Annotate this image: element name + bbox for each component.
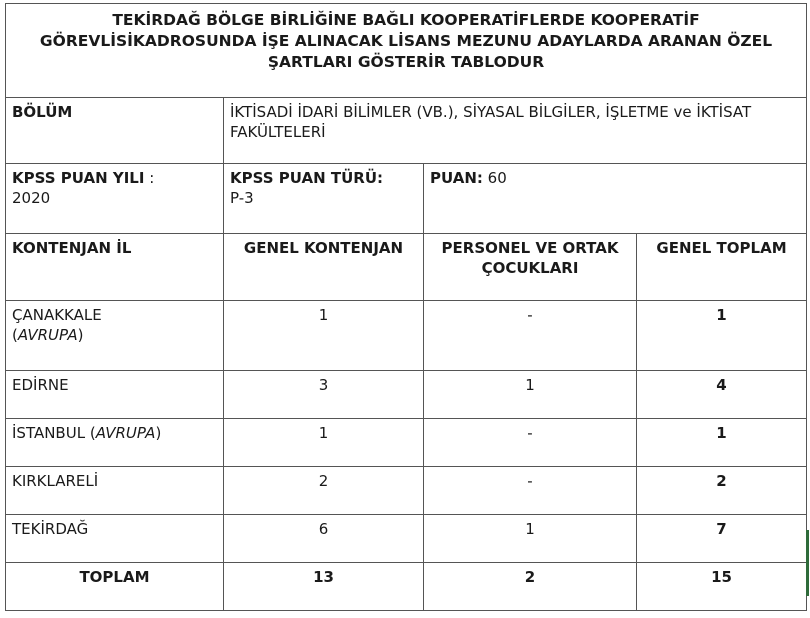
row-genel: 1 (224, 419, 424, 467)
row-genel: 2 (224, 467, 424, 515)
kpss-score-cell (424, 164, 807, 234)
il-name: İSTANBUL (12, 424, 86, 442)
table-row (6, 515, 807, 563)
il-note: AVRUPA (17, 326, 78, 344)
kpss-type-cell (224, 164, 424, 234)
bolum-label: BÖLÜM (6, 98, 224, 164)
row-genel: 6 (224, 515, 424, 563)
kpss-type-value: P-3 (230, 189, 254, 207)
row-toplam: 1 (637, 419, 807, 467)
kpss-year-label: KPSS PUAN YILI (12, 169, 145, 187)
row-personel: - (424, 419, 637, 467)
kpss-type-label: KPSS PUAN TÜRÜ: (230, 169, 384, 187)
table-row (6, 301, 807, 371)
total-row (6, 563, 807, 611)
row-genel: 3 (224, 371, 424, 419)
row-personel: - (424, 467, 637, 515)
row-toplam: 2 (637, 467, 807, 515)
row-genel: 1 (224, 301, 424, 371)
header-toplam: GENEL TOPLAM (637, 234, 807, 301)
document-title: TEKİRDAĞ BÖLGE BİRLİĞİNE BAĞLI KOOPERATİFLERDE KOOPERATİF GÖREVLİSİKADROSUNDA İŞE ALINACAK LİSANS MEZUNU ADAYLARDA ARANAN ÖZEL ŞARTLARI GÖSTERİR TABLODUR (6, 4, 807, 98)
bolum-value: İKTİSADİ İDARİ BİLİMLER (VB.), SİYASAL BİLGİLER, İŞLETME ve İKTİSAT FAKÜLTELERİ (224, 98, 807, 164)
il-note: AVRUPA (95, 424, 156, 442)
scroll-edge-marker (806, 530, 809, 596)
il-name: ÇANAKKALE (12, 306, 102, 324)
row-toplam: 1 (637, 301, 807, 371)
table-row (6, 419, 807, 467)
row-il: KIRKLARELİ (6, 467, 224, 515)
total-personel: 2 (424, 563, 637, 611)
kpss-year-value: 2020 (12, 189, 51, 207)
row-toplam: 7 (637, 515, 807, 563)
quota-document (5, 3, 806, 612)
header-il: KONTENJAN İL (6, 234, 224, 301)
table-row (6, 467, 807, 515)
row-personel: 1 (424, 371, 637, 419)
row-toplam: 4 (637, 371, 807, 419)
row-il: TEKİRDAĞ (6, 515, 224, 563)
header-genel: GENEL KONTENJAN (224, 234, 424, 301)
kpss-year-cell (6, 164, 224, 234)
quota-table (5, 3, 807, 611)
row-personel: - (424, 301, 637, 371)
row-il: İSTANBUL (AVRUPA) (6, 419, 224, 467)
row-il: ÇANAKKALE (AVRUPA) (6, 301, 224, 371)
table-row (6, 371, 807, 419)
row-il: EDİRNE (6, 371, 224, 419)
total-label: TOPLAM (6, 563, 224, 611)
header-personel: PERSONEL VE ORTAK ÇOCUKLARI (424, 234, 637, 301)
kpss-year-sep: : (144, 169, 155, 187)
row-personel: 1 (424, 515, 637, 563)
total-toplam: 15 (637, 563, 807, 611)
total-genel: 13 (224, 563, 424, 611)
kpss-score-label: PUAN: (430, 169, 483, 187)
kpss-score-value: 60 (487, 169, 507, 187)
